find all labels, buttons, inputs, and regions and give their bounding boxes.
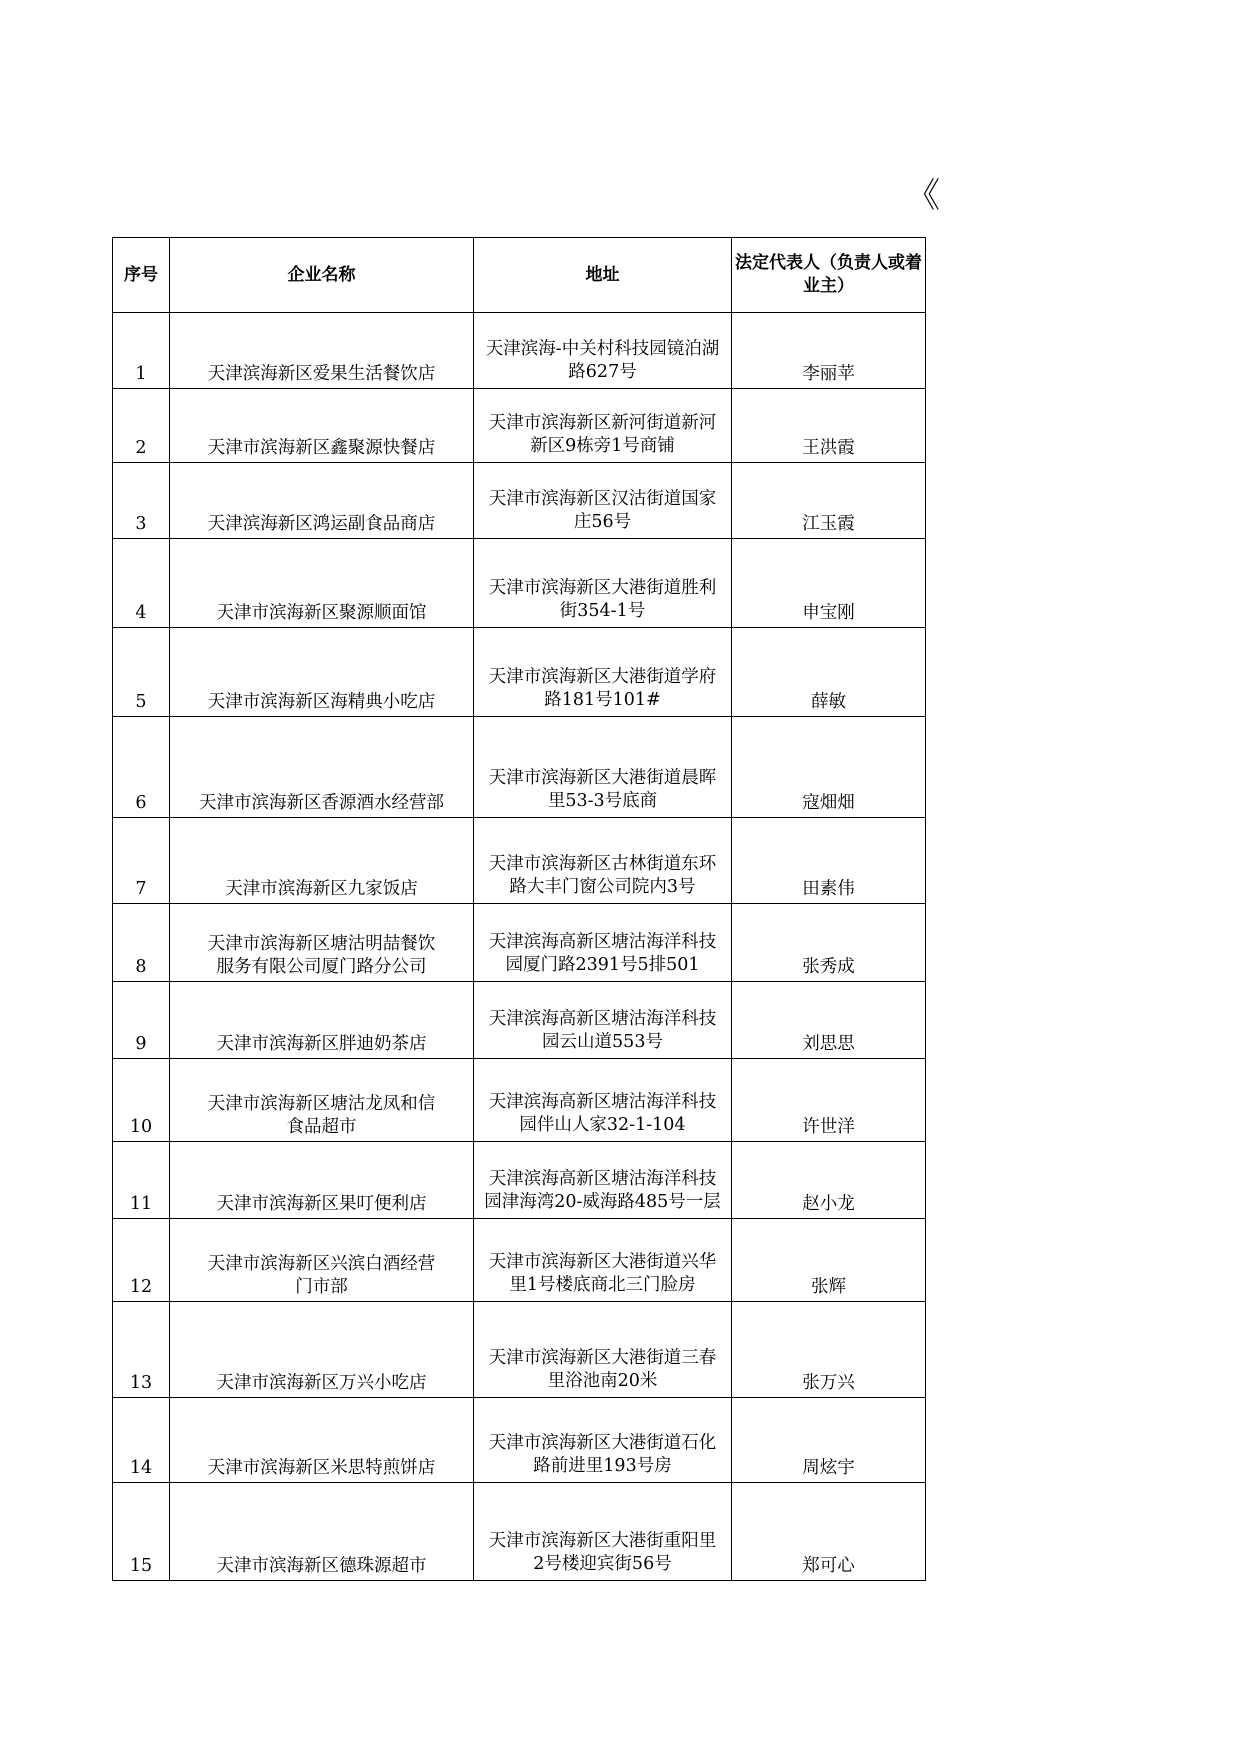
cell-enterprise-name-text: 天津市滨海新区胖迪奶茶店 <box>216 1034 427 1054</box>
cell-enterprise-name-text: 天津市滨海新区米思特煎饼店 <box>207 1458 436 1478</box>
cell-seq-text: 9 <box>135 1034 147 1054</box>
cell-address-text: 天津滨海高新区塘沽海洋科技 园津海湾20-威海路485号一层 <box>484 1169 721 1212</box>
cell-enterprise-name-text: 天津市滨海新区九家饭店 <box>225 879 418 899</box>
cell-seq-text: 3 <box>135 514 147 534</box>
cell-address <box>474 1142 732 1219</box>
cell-seq <box>113 463 170 539</box>
cell-address <box>474 904 732 982</box>
cell-legal-rep-text: 王洪霞 <box>802 438 855 458</box>
cell-address <box>474 982 732 1059</box>
cell-enterprise-name <box>170 1302 474 1398</box>
cell-address <box>474 1398 732 1483</box>
cell-legal-rep <box>732 313 926 389</box>
cell-legal-rep <box>732 1059 926 1142</box>
header-seq: 序号 <box>113 238 170 313</box>
cell-enterprise-name <box>170 389 474 463</box>
cell-legal-rep <box>732 1302 926 1398</box>
table-row <box>113 389 926 463</box>
cell-seq <box>113 628 170 717</box>
cell-address <box>474 463 732 539</box>
table-row <box>113 982 926 1059</box>
header-name: 企业名称 <box>170 238 474 313</box>
cell-enterprise-name <box>170 628 474 717</box>
cell-legal-rep-text: 寇畑畑 <box>802 793 855 813</box>
cell-address-text: 天津市滨海新区大港街道三春 里浴池南20米 <box>488 1348 717 1391</box>
cell-seq-text: 8 <box>135 957 147 977</box>
cell-seq-text: 1 <box>135 364 147 384</box>
table-row <box>113 1302 926 1398</box>
cell-address-text: 天津市滨海新区大港街道兴华 里1号楼底商北三门脸房 <box>488 1252 717 1295</box>
cell-enterprise-name <box>170 1398 474 1483</box>
cell-legal-rep-text: 赵小龙 <box>802 1194 855 1214</box>
cell-legal-rep <box>732 717 926 818</box>
cell-enterprise-name <box>170 539 474 628</box>
cell-address-text: 天津市滨海新区大港街道胜利 街354-1号 <box>488 578 717 621</box>
cell-address-text: 天津市滨海新区汉沽街道国家 庄56号 <box>488 489 717 532</box>
cell-enterprise-name <box>170 313 474 389</box>
cell-address <box>474 313 732 389</box>
cell-legal-rep <box>732 1398 926 1483</box>
cell-legal-rep-text: 许世洋 <box>802 1117 855 1137</box>
cell-enterprise-name-text: 天津市滨海新区聚源顺面馆 <box>216 603 427 623</box>
cell-seq <box>113 904 170 982</box>
cell-enterprise-name <box>170 1059 474 1142</box>
cell-address-text: 天津滨海高新区塘沽海洋科技 园厦门路2391号5排501 <box>488 932 717 975</box>
cell-legal-rep-text: 田素伟 <box>802 879 855 899</box>
cell-seq-text: 7 <box>135 879 147 899</box>
cell-address <box>474 1483 732 1581</box>
cell-legal-rep-text: 张辉 <box>811 1277 846 1297</box>
cell-address-text: 天津滨海-中关村科技园镜泊湖 路627号 <box>485 339 720 382</box>
cell-enterprise-name-text: 天津市滨海新区果叮便利店 <box>216 1194 427 1214</box>
cell-legal-rep-text: 李丽苹 <box>802 364 855 384</box>
cell-seq-text: 13 <box>129 1373 153 1393</box>
cell-seq-text: 4 <box>135 603 147 623</box>
table-row <box>113 313 926 389</box>
cell-address-text: 天津滨海高新区塘沽海洋科技 园云山道553号 <box>488 1009 717 1052</box>
cell-enterprise-name <box>170 1219 474 1302</box>
cell-legal-rep-text: 周炫宇 <box>802 1458 855 1478</box>
table-row <box>113 1142 926 1219</box>
cell-legal-rep <box>732 389 926 463</box>
table-row <box>113 1059 926 1142</box>
cell-legal-rep <box>732 818 926 904</box>
cell-address <box>474 628 732 717</box>
cell-legal-rep <box>732 463 926 539</box>
cell-enterprise-name <box>170 1483 474 1581</box>
table-row <box>113 628 926 717</box>
table-row <box>113 1219 926 1302</box>
table-row <box>113 463 926 539</box>
cell-legal-rep-text: 薛敏 <box>811 692 846 712</box>
cell-address <box>474 1302 732 1398</box>
cell-enterprise-name-text: 天津滨海新区爱果生活餐饮店 <box>207 364 436 384</box>
table-row <box>113 818 926 904</box>
cell-seq <box>113 1483 170 1581</box>
cell-enterprise-name-text: 天津市滨海新区海精典小吃店 <box>207 692 436 712</box>
header-address: 地址 <box>474 238 732 313</box>
table-row <box>113 904 926 982</box>
cell-legal-rep <box>732 1219 926 1302</box>
cell-legal-rep <box>732 904 926 982</box>
cell-seq <box>113 1398 170 1483</box>
cell-enterprise-name <box>170 818 474 904</box>
cell-enterprise-name-text: 天津市滨海新区德珠源超市 <box>216 1556 427 1576</box>
cell-address <box>474 539 732 628</box>
table-row <box>113 1483 926 1581</box>
cell-legal-rep-text: 江玉霞 <box>802 514 855 534</box>
cell-legal-rep <box>732 982 926 1059</box>
cell-legal-rep <box>732 539 926 628</box>
cell-legal-rep-text: 郑可心 <box>802 1556 855 1576</box>
cell-enterprise-name <box>170 463 474 539</box>
cell-legal-rep-text: 张万兴 <box>802 1373 855 1393</box>
cell-address <box>474 717 732 818</box>
table-row <box>113 717 926 818</box>
cell-seq <box>113 982 170 1059</box>
cell-address-text: 天津市滨海新区大港街重阳里 2号楼迎宾街56号 <box>488 1531 717 1574</box>
cell-enterprise-name-text: 天津市滨海新区香源酒水经营部 <box>199 793 444 813</box>
cell-enterprise-name <box>170 1142 474 1219</box>
cell-seq-text: 15 <box>129 1556 153 1576</box>
cell-legal-rep-text: 申宝刚 <box>802 603 855 623</box>
table-header-row <box>113 238 926 313</box>
document-title-fragment: 《 <box>906 176 940 216</box>
cell-enterprise-name <box>170 982 474 1059</box>
cell-enterprise-name-text: 天津市滨海新区塘沽龙凤和信 食品超市 <box>207 1094 436 1137</box>
cell-seq <box>113 1302 170 1398</box>
cell-seq-text: 12 <box>129 1277 153 1297</box>
cell-address-text: 天津市滨海新区大港街道石化 路前进里193号房 <box>488 1433 717 1476</box>
cell-address-text: 天津滨海高新区塘沽海洋科技 园伴山人家32-1-104 <box>488 1092 717 1135</box>
cell-seq <box>113 1059 170 1142</box>
cell-legal-rep <box>732 628 926 717</box>
cell-seq <box>113 818 170 904</box>
cell-enterprise-name-text: 天津市滨海新区塘沽明喆餐饮 服务有限公司厦门路分公司 <box>207 934 436 977</box>
cell-enterprise-name-text: 天津滨海新区鸿运副食品商店 <box>207 514 436 534</box>
cell-seq <box>113 539 170 628</box>
cell-address-text: 天津市滨海新区大港街道晨晖 里53-3号底商 <box>488 768 717 811</box>
cell-seq-text: 10 <box>129 1117 153 1137</box>
cell-enterprise-name-text: 天津市滨海新区兴滨白酒经营 门市部 <box>207 1254 436 1297</box>
enterprise-table <box>112 237 926 1581</box>
cell-seq <box>113 1219 170 1302</box>
cell-address-text: 天津市滨海新区新河街道新河 新区9栋旁1号商铺 <box>488 413 717 456</box>
cell-legal-rep <box>732 1142 926 1219</box>
cell-address-text: 天津市滨海新区古林街道东环 路大丰门窗公司院内3号 <box>488 854 717 897</box>
cell-address <box>474 389 732 463</box>
cell-legal-rep <box>732 1483 926 1581</box>
cell-seq-text: 2 <box>135 438 147 458</box>
cell-seq <box>113 1142 170 1219</box>
table-row <box>113 1398 926 1483</box>
cell-seq-text: 11 <box>129 1194 153 1214</box>
cell-seq <box>113 313 170 389</box>
cell-seq <box>113 389 170 463</box>
cell-enterprise-name-text: 天津市滨海新区万兴小吃店 <box>216 1373 427 1393</box>
cell-address <box>474 1059 732 1142</box>
table-row <box>113 539 926 628</box>
cell-legal-rep-text: 张秀成 <box>802 957 855 977</box>
cell-address <box>474 818 732 904</box>
cell-seq-text: 5 <box>135 692 147 712</box>
cell-address-text: 天津市滨海新区大港街道学府 路181号101# <box>488 667 717 710</box>
cell-enterprise-name <box>170 904 474 982</box>
cell-address <box>474 1219 732 1302</box>
cell-seq-text: 14 <box>129 1458 153 1478</box>
header-rep: 法定代表人（负责人或着业主） <box>732 238 926 313</box>
cell-seq <box>113 717 170 818</box>
cell-seq-text: 6 <box>135 793 147 813</box>
cell-enterprise-name <box>170 717 474 818</box>
cell-legal-rep-text: 刘思思 <box>802 1034 855 1054</box>
cell-enterprise-name-text: 天津市滨海新区鑫聚源快餐店 <box>207 438 436 458</box>
